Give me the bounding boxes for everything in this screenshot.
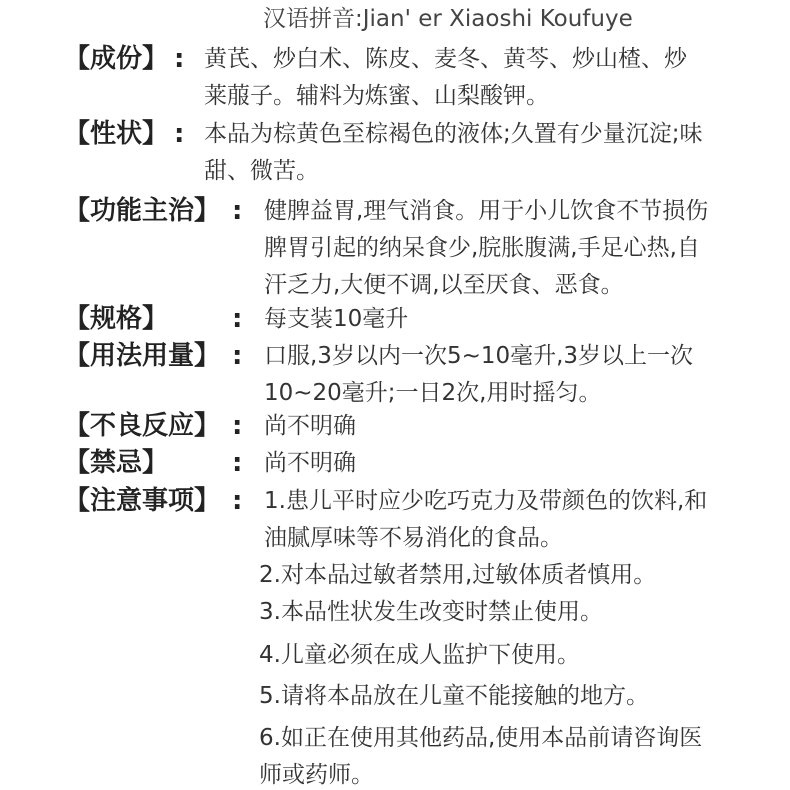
section-colon: : bbox=[232, 448, 243, 478]
precaution-item: 3.本品性状发生改变时禁止使用。 bbox=[259, 599, 603, 625]
precaution-item: 5.请将本品放在儿童不能接触的地方。 bbox=[259, 683, 649, 709]
pinyin-name: 汉语拼音:Jian' er Xiaoshi Koufuye bbox=[263, 6, 633, 32]
section-colon: : bbox=[232, 196, 243, 226]
section-value: 口服,3岁以内一次5~10毫升,3岁以上一次 10~20毫升;一日2次,用时摇匀。 bbox=[264, 343, 694, 406]
precaution-item: 6.如正在使用其他药品,使用本品前请咨询医 bbox=[259, 725, 703, 751]
precaution-item: 4.儿童必须在成人监护下使用。 bbox=[259, 642, 580, 668]
section-value: 尚不明确 bbox=[264, 450, 356, 476]
section-colon: : bbox=[232, 486, 243, 516]
section-label: 【注意事项】 bbox=[64, 486, 221, 516]
section-value: 尚不明确 bbox=[264, 413, 356, 439]
section-colon: : bbox=[232, 304, 243, 334]
section-value: 本品为棕黄色至棕褐色的液体;久置有少量沉淀;味 甜、微苦。 bbox=[204, 121, 703, 184]
section-label: 【功能主治】 bbox=[64, 196, 221, 226]
section-colon: : bbox=[174, 44, 185, 74]
precaution-item: 2.对本品过敏者禁用,过敏体质者慎用。 bbox=[259, 562, 657, 588]
section-value: 黄芪、炒白术、陈皮、麦冬、黄芩、炒山楂、炒 莱菔子。辅料为炼蜜、山梨酸钾。 bbox=[204, 46, 687, 109]
section-value: 健脾益胃,理气消食。用于小儿饮食不节损伤 脾胃引起的纳呆食少,脘胀腹满,手足心热,自 汗乏力,大便不调,以至厌食、恶食。 bbox=[264, 198, 709, 298]
section-label: 【规 格】 bbox=[64, 304, 169, 334]
precaution-item: 师或药师。 bbox=[259, 762, 374, 788]
section-value: 1.患儿平时应少吃巧克力及带颜色的饮料,和 油腻厚味等不易消化的食品。 bbox=[264, 488, 708, 551]
section-label: 【不良反应】 bbox=[64, 411, 221, 441]
section-colon: : bbox=[232, 341, 243, 371]
section-label: 【成份】 bbox=[64, 44, 169, 74]
section-label: 【用法用量】 bbox=[64, 341, 221, 371]
section-value: 每支装10毫升 bbox=[264, 306, 409, 332]
section-label: 【禁 忌】 bbox=[64, 448, 169, 478]
section-colon: : bbox=[174, 119, 185, 149]
section-colon: : bbox=[232, 411, 243, 441]
section-label: 【性状】 bbox=[64, 119, 169, 149]
